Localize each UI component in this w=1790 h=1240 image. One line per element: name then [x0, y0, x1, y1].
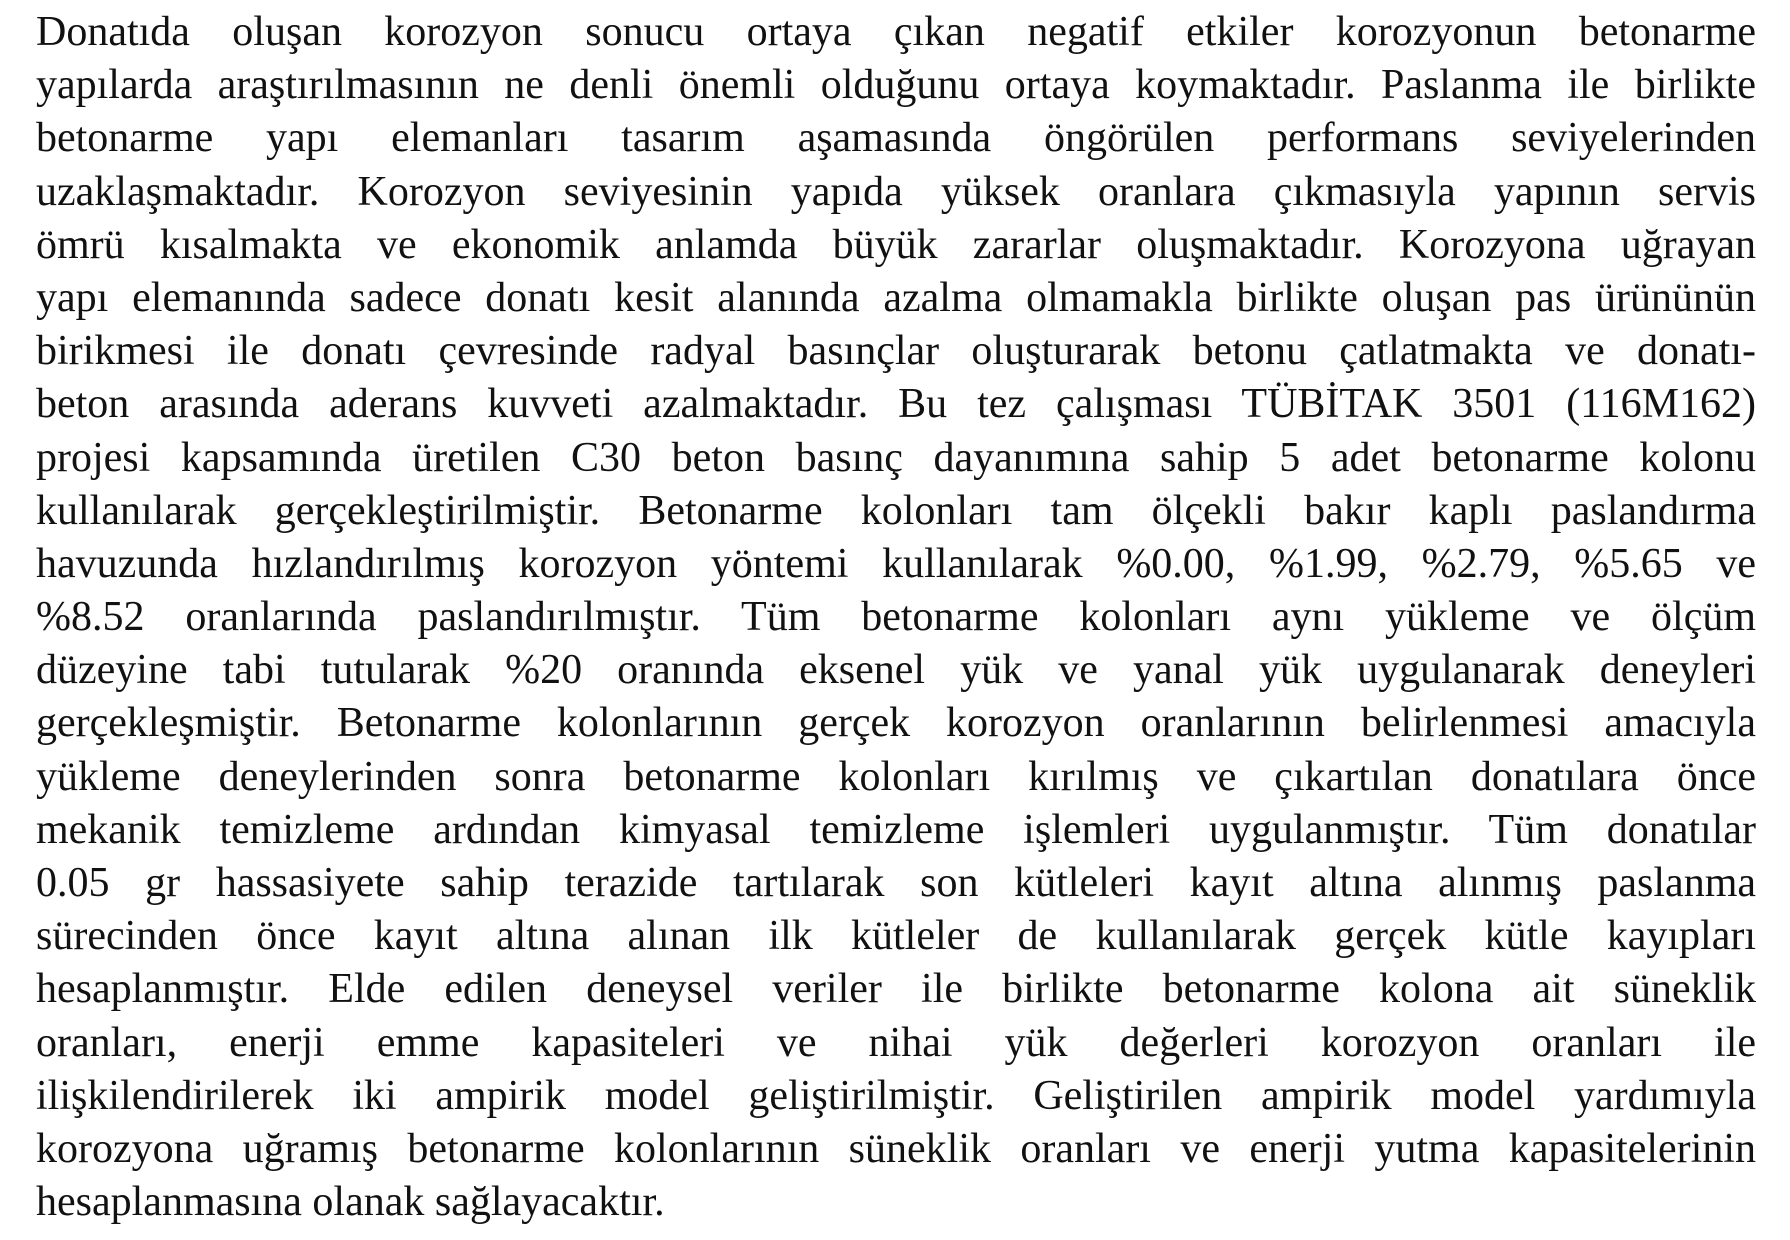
paragraph-line-19: hesaplanmıştır. Elde edilen deneysel veriler ile birlikte betonarme kolona ait süneklik — [36, 966, 1756, 1013]
paragraph-line-1: Donatıda oluşan korozyon sonucu ortaya çıkan negatif etkiler korozyonun betonarme — [36, 9, 1756, 55]
abstract-paragraph — [36, 6, 1756, 1229]
paragraph-line-20: oranları, enerji emme kapasiteleri ve nihai yük değerleri korozyon oranları ile — [36, 1019, 1756, 1066]
paragraph-line-12: %8.52 oranlarında paslandırılmıştır. Tüm betonarme kolonları aynı yükleme ve ölçüm — [36, 594, 1756, 641]
paragraph-line-3: betonarme yapı elemanları tasarım aşamasında öngörülen performans seviyelerinden — [36, 115, 1756, 162]
paragraph-line-6: yapı elemanında sadece donatı kesit alanında azalma olmamakla birlikte oluşan pas ürününün — [36, 274, 1756, 321]
paragraph-line-4: uzaklaşmaktadır. Korozyon seviyesinin yapıda yüksek oranlara çıkmasıyla yapının servis — [36, 168, 1756, 215]
paragraph-line-7: birikmesi ile donatı çevresinde radyal basınçlar oluşturarak betonu çatlatmakta ve donatı- — [36, 328, 1756, 375]
paragraph-line-18: sürecinden önce kayıt altına alınan ilk kütleler de kullanılarak gerçek kütle kayıpları — [36, 913, 1756, 960]
paragraph-line-5: ömrü kısalmakta ve ekonomik anlamda büyük zararlar oluşmaktadır. Korozyona uğrayan — [36, 221, 1756, 268]
paragraph-line-13: düzeyine tabi tutularak %20 oranında eksenel yük ve yanal yük uygulanarak deneyleri — [36, 647, 1756, 694]
paragraph-line-2: yapılarda araştırılmasının ne denli önemli olduğunu ortaya koymaktadır. Paslanma ile birlikte — [36, 62, 1756, 109]
paragraph-line-22: korozyona uğramış betonarme kolonlarının süneklik oranları ve enerji yutma kapasitelerinin — [36, 1125, 1756, 1172]
paragraph-line-10: kullanılarak gerçekleştirilmiştir. Betonarme kolonları tam ölçekli bakır kaplı paslandırma — [36, 487, 1756, 534]
paragraph-line-11: havuzunda hızlandırılmış korozyon yöntemi kullanılarak %0.00, %1.99, %2.79, %5.65 ve — [36, 540, 1756, 587]
paragraph-line-16: mekanik temizleme ardından kimyasal temizleme işlemleri uygulanmıştır. Tüm donatılar — [36, 806, 1756, 853]
paragraph-line-17: 0.05 gr hassasiyete sahip terazide tartılarak son kütleleri kayıt altına alınmış paslanma — [36, 860, 1756, 906]
paragraph-line-9: projesi kapsamında üretilen C30 beton basınç dayanımına sahip 5 adet betonarme kolonu — [36, 434, 1756, 481]
paragraph-line-15: yükleme deneylerinden sonra betonarme kolonları kırılmış ve çıkartılan donatılara önce — [36, 753, 1756, 800]
paragraph-line-8: beton arasında aderans kuvveti azalmaktadır. Bu tez çalışması TÜBİTAK 3501 (116M162) — [36, 381, 1756, 428]
paragraph-line-21: ilişkilendirilerek iki ampirik model geliştirilmiştir. Geliştirilen ampirik model yardımıyla — [36, 1072, 1756, 1119]
paragraph-line-23: hesaplanmasına olanak sağlayacaktır. — [36, 1179, 665, 1226]
paragraph-line-14: gerçekleşmiştir. Betonarme kolonlarının gerçek korozyon oranlarının belirlenmesi amacıyla — [36, 700, 1756, 747]
